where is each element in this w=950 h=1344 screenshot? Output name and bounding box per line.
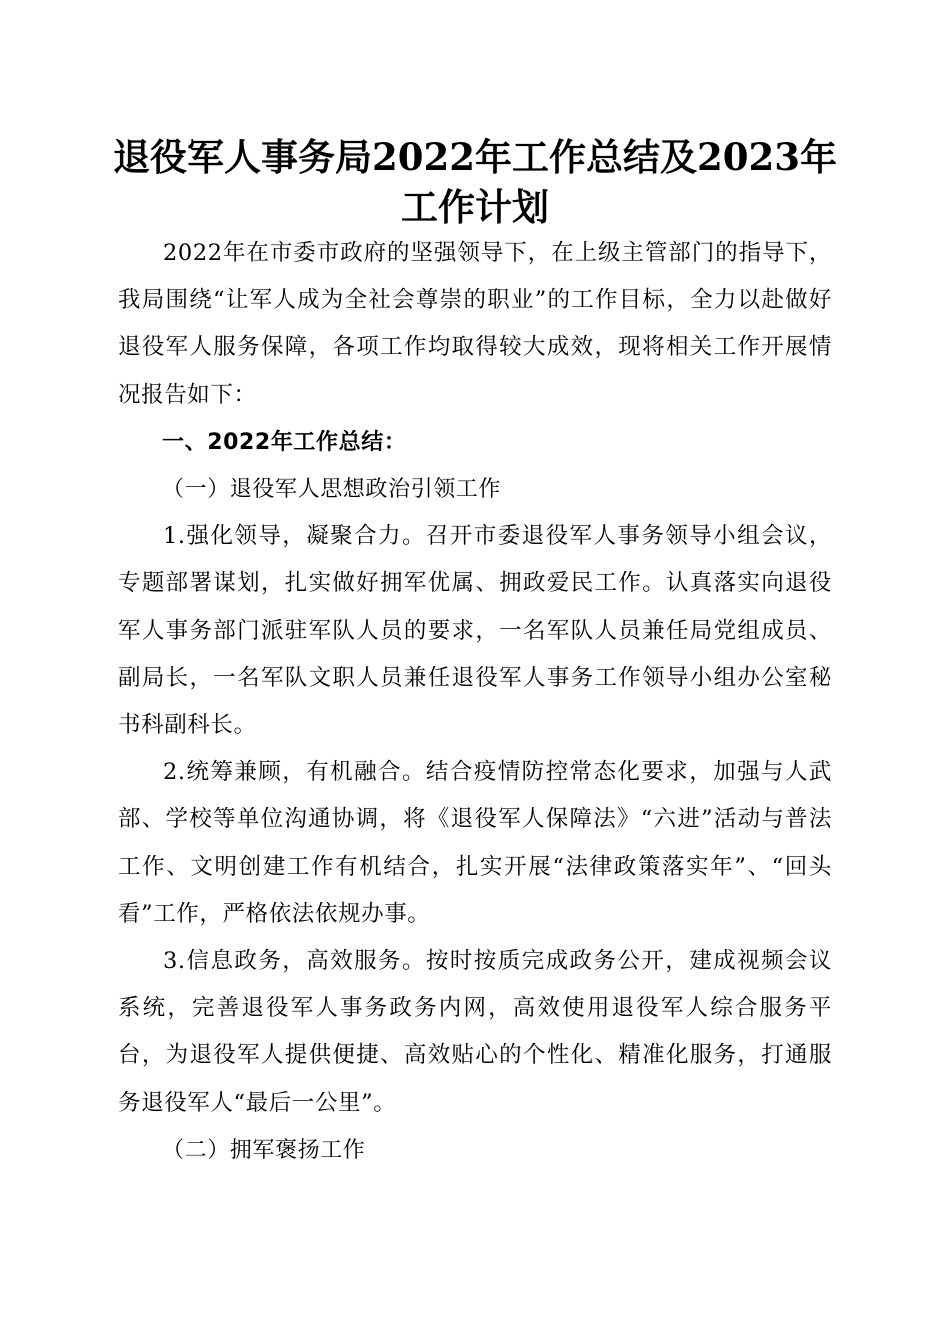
paragraph-item-3: 3.信息政务，高效服务。按时按质完成政务公开，建成视频会议系统，完善退役军人事务政务内网，高效使用退役军人综合服务平台，为退役军人提供便捷、高效贴心的个性化、精准化服务，打通服务退役军人“最后一公里”。 xyxy=(118,948,832,1116)
document-title: 退役军人事务局2022年工作总结及2023年工作计划 xyxy=(113,135,837,229)
document-body xyxy=(118,230,832,1174)
paragraph-item-1: 1.强化领导，凝聚合力。召开市委退役军人事务领导小组会议，专题部署谋划，扎实做好拥军优属、拥政爱民工作。认真落实向退役军人事务部门派驻军队人员的要求，一名军队人员兼任局党组成员、副局长，一名军队文职人员兼任退役军人事务工作领导小组办公室秘书科副科长。 xyxy=(118,523,832,739)
subsection-heading-2: （二）拥军褒扬工作 xyxy=(162,1137,366,1163)
intro-paragraph: 2022年在市委市政府的坚强领导下，在上级主管部门的指导下，我局围绕“让军人成为全社会尊崇的职业”的工作目标，全力以赴做好退役军人服务保障，各项工作均取得较大成效，现将相关工作开展情况报告如下： xyxy=(118,240,832,408)
paragraph-item-2: 2.统筹兼顾，有机融合。结合疫情防控常态化要求，加强与人武部、学校等单位沟通协调，将《退役军人保障法》“六进”活动与普法工作、文明创建工作有机结合，扎实开展“法律政策落实年”、“回头看”工作，严格依法依规办事。 xyxy=(118,759,832,927)
section-heading-1: 一、2022年工作总结： xyxy=(162,429,407,455)
subsection-heading-1: （一）退役军人思想政治引领工作 xyxy=(162,477,502,503)
